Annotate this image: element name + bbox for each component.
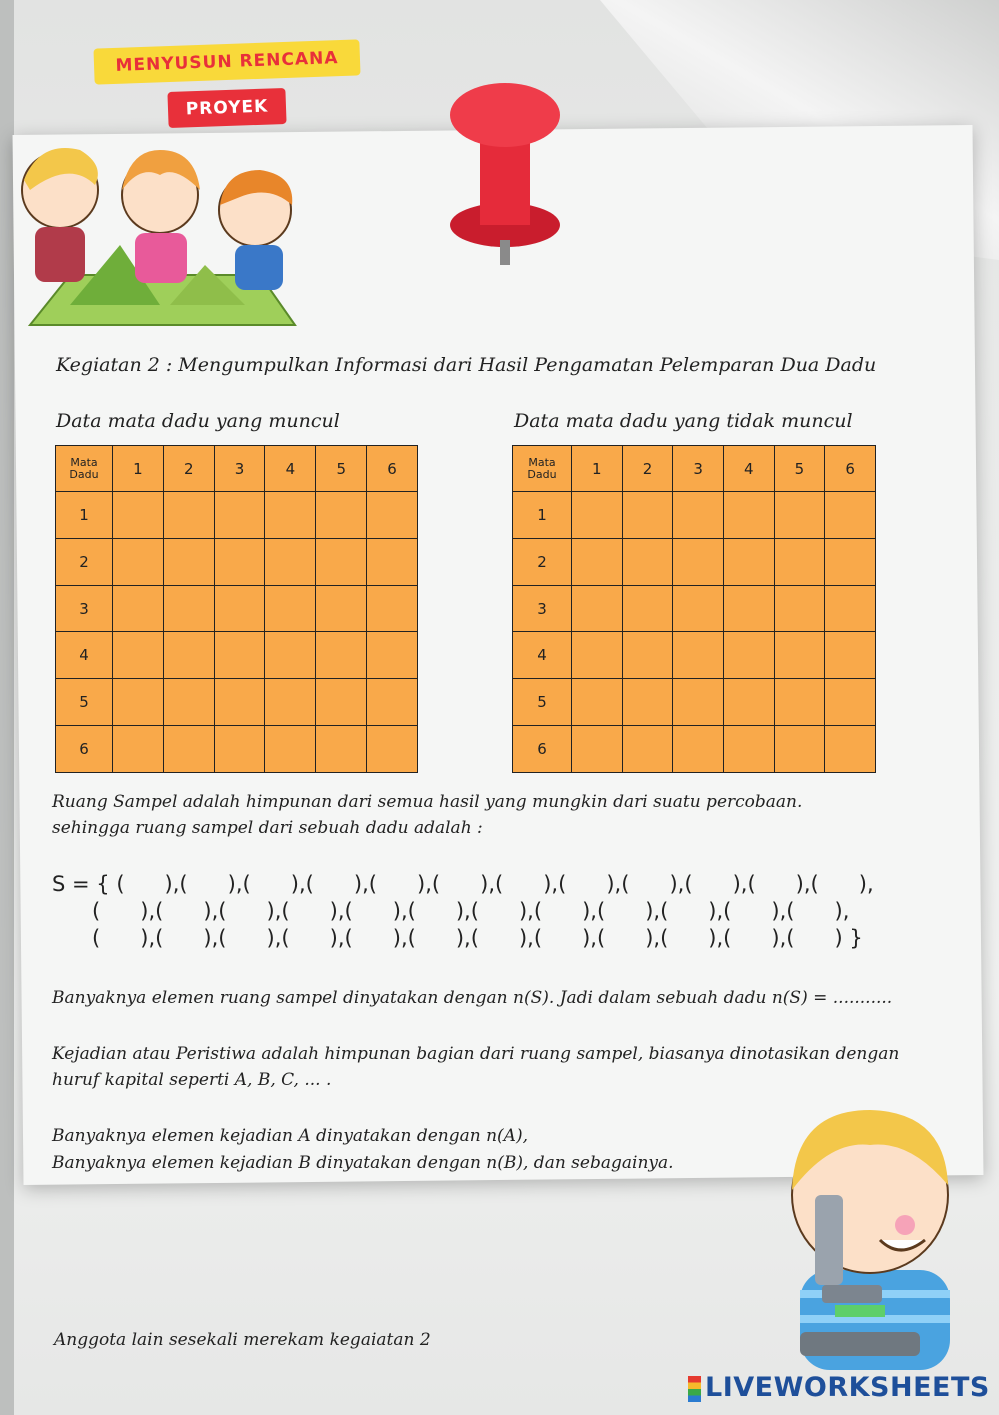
sample-space-count: Banyaknya elemen ruang sampel dinyatakan dengan n(S). Jadi dalam sebuah dadu n(S) = ........... (52, 988, 893, 1008)
column-header: 1 (113, 446, 164, 492)
input-cell[interactable] (622, 679, 673, 726)
column-header: 2 (622, 446, 673, 492)
table-row (56, 538, 418, 585)
input-cell[interactable] (825, 585, 876, 632)
row-header: 3 (513, 585, 572, 632)
input-cell[interactable] (673, 585, 724, 632)
row-header: 3 (56, 585, 113, 632)
banner-title: MENYUSUN RENCANA (93, 39, 360, 84)
input-cell[interactable] (316, 632, 367, 679)
push-pin-icon (430, 75, 580, 275)
column-header: 3 (214, 446, 265, 492)
input-cell[interactable] (265, 492, 316, 539)
banner-subtitle: PROYEK (167, 88, 286, 128)
corner-header: Mata Dadu (513, 446, 572, 492)
input-cell[interactable] (825, 632, 876, 679)
input-cell[interactable] (572, 492, 623, 539)
input-cell[interactable] (673, 492, 724, 539)
input-cell[interactable] (673, 679, 724, 726)
input-cell[interactable] (113, 679, 164, 726)
row-header: 2 (56, 538, 113, 585)
input-cell[interactable] (113, 492, 164, 539)
input-cell[interactable] (572, 538, 623, 585)
input-cell[interactable] (214, 679, 265, 726)
input-cell[interactable] (622, 632, 673, 679)
table-row (513, 492, 876, 539)
input-cell[interactable] (265, 726, 316, 773)
input-cell[interactable] (367, 538, 418, 585)
input-cell[interactable] (673, 632, 724, 679)
column-header: 5 (774, 446, 825, 492)
input-cell[interactable] (723, 679, 774, 726)
input-cell[interactable] (572, 632, 623, 679)
liveworksheets-logo[interactable]: LIVEWORKSHEETS (688, 1372, 990, 1403)
column-header: 4 (265, 446, 316, 492)
input-cell[interactable] (265, 585, 316, 632)
input-cell[interactable] (265, 632, 316, 679)
input-cell[interactable] (316, 679, 367, 726)
column-header: 4 (723, 446, 774, 492)
input-cell[interactable] (265, 679, 316, 726)
table-row (513, 632, 876, 679)
input-cell[interactable] (622, 585, 673, 632)
set-row: ( ),( ),( ),( ),( ),( ),( ),( ),( ),( ),( ),( ), (52, 899, 850, 923)
input-cell[interactable] (214, 585, 265, 632)
row-header: 4 (513, 632, 572, 679)
input-cell[interactable] (163, 679, 214, 726)
input-cell[interactable] (622, 538, 673, 585)
input-cell[interactable] (774, 679, 825, 726)
table-row (513, 726, 876, 773)
input-cell[interactable] (214, 726, 265, 773)
input-cell[interactable] (622, 726, 673, 773)
set-row: ( ),( ),( ),( ),( ),( ),( ),( ),( ),( ),( ),( ) } (52, 926, 863, 950)
column-header: 6 (367, 446, 418, 492)
set-row: S = { ( ),( ),( ),( ),( ),( ),( ),( ),( ),( ),( ),( ), (52, 872, 874, 896)
input-cell[interactable] (113, 632, 164, 679)
table-row (513, 585, 876, 632)
input-cell[interactable] (572, 679, 623, 726)
appeared-dice-table (55, 445, 418, 773)
event-definition-line1: Kejadian atau Peristiwa adalah himpunan bagian dari ruang sampel, biasanya dinotasikan dengan (52, 1044, 900, 1064)
input-cell[interactable] (774, 538, 825, 585)
input-cell[interactable] (723, 538, 774, 585)
column-header: 3 (673, 446, 724, 492)
input-cell[interactable] (673, 538, 724, 585)
input-cell[interactable] (316, 492, 367, 539)
input-cell[interactable] (723, 585, 774, 632)
activity-title: Kegiatan 2 : Mengumpulkan Informasi dari Hasil Pengamatan Pelemparan Dua Dadu (56, 354, 877, 376)
input-cell[interactable] (673, 726, 724, 773)
input-cell[interactable] (825, 538, 876, 585)
input-cell[interactable] (265, 538, 316, 585)
input-cell[interactable] (774, 585, 825, 632)
input-cell[interactable] (163, 585, 214, 632)
corner-header: Mata Dadu (56, 446, 113, 492)
input-cell[interactable] (622, 492, 673, 539)
table-row (56, 585, 418, 632)
input-cell[interactable] (774, 492, 825, 539)
row-header: 2 (513, 538, 572, 585)
event-definition-line2: huruf kapital seperti A, B, C, ... . (52, 1070, 332, 1090)
row-header: 5 (56, 679, 113, 726)
table-row (513, 538, 876, 585)
sample-space-definition: Ruang Sampel adalah himpunan dari semua hasil yang mungkin dari suatu percobaan. (52, 792, 803, 812)
row-header: 1 (56, 492, 113, 539)
footer-note: Anggota lain sesekali merekam kegaiatan 2 (54, 1330, 431, 1350)
table-row (513, 679, 876, 726)
input-cell[interactable] (367, 492, 418, 539)
input-cell[interactable] (825, 679, 876, 726)
input-cell[interactable] (214, 632, 265, 679)
row-header: 4 (56, 632, 113, 679)
input-cell[interactable] (367, 632, 418, 679)
row-header: 6 (513, 726, 572, 773)
column-header: 6 (825, 446, 876, 492)
input-cell[interactable] (723, 632, 774, 679)
event-a-count: Banyaknya elemen kejadian A dinyatakan dengan n(A), (52, 1126, 528, 1146)
input-cell[interactable] (113, 585, 164, 632)
input-cell[interactable] (316, 538, 367, 585)
input-cell[interactable] (367, 679, 418, 726)
column-header: 2 (163, 446, 214, 492)
input-cell[interactable] (774, 632, 825, 679)
column-header: 5 (316, 446, 367, 492)
kids-project-illustration (10, 135, 300, 340)
input-cell[interactable] (723, 492, 774, 539)
input-cell[interactable] (825, 726, 876, 773)
input-cell[interactable] (163, 726, 214, 773)
input-cell[interactable] (316, 726, 367, 773)
input-cell[interactable] (163, 538, 214, 585)
column-header: 1 (572, 446, 623, 492)
left-table-caption: Data mata dadu yang muncul (56, 410, 340, 432)
table-row (56, 726, 418, 773)
table-row (56, 679, 418, 726)
input-cell[interactable] (572, 726, 623, 773)
input-cell[interactable] (113, 726, 164, 773)
input-cell[interactable] (825, 492, 876, 539)
input-cell[interactable] (113, 538, 164, 585)
input-cell[interactable] (316, 585, 367, 632)
event-b-count: Banyaknya elemen kejadian B dinyatakan dengan n(B), dan sebagainya. (52, 1153, 674, 1173)
sample-space-intro: sehingga ruang sampel dari sebuah dadu adalah : (52, 818, 483, 838)
row-header: 6 (56, 726, 113, 773)
table-row (56, 492, 418, 539)
input-cell[interactable] (367, 726, 418, 773)
table-row (56, 632, 418, 679)
logo-icon (688, 1376, 701, 1402)
input-cell[interactable] (723, 726, 774, 773)
input-cell[interactable] (774, 726, 825, 773)
right-table-caption: Data mata dadu yang tidak muncul (514, 410, 853, 432)
input-cell[interactable] (214, 538, 265, 585)
row-header: 5 (513, 679, 572, 726)
row-header: 1 (513, 492, 572, 539)
input-cell[interactable] (214, 492, 265, 539)
input-cell[interactable] (163, 492, 214, 539)
input-cell[interactable] (367, 585, 418, 632)
input-cell[interactable] (163, 632, 214, 679)
boy-microscope-illustration (760, 1100, 995, 1370)
input-cell[interactable] (572, 585, 623, 632)
not-appeared-dice-table (512, 445, 876, 773)
